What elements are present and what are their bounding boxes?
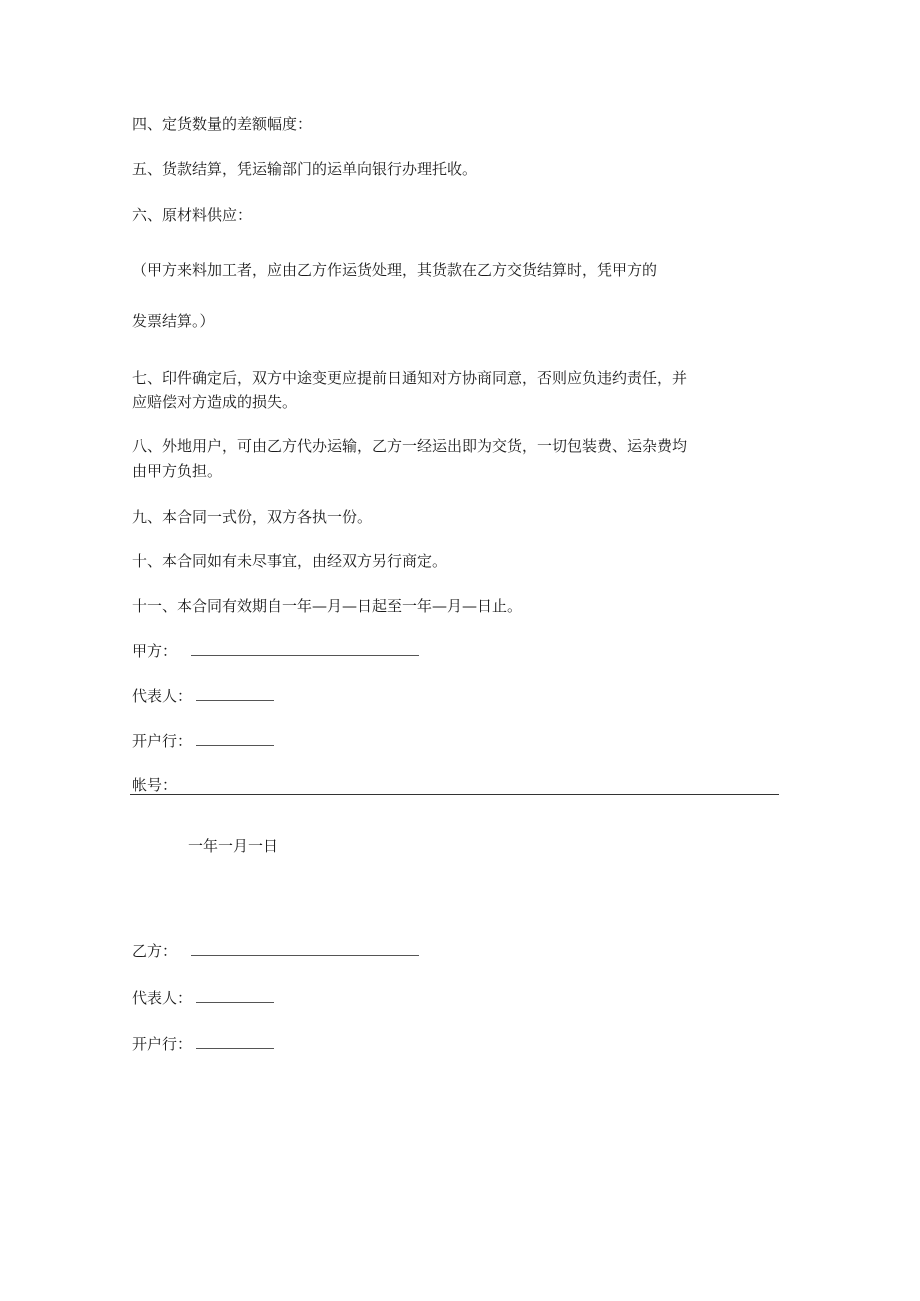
clause-9: 九、本合同一式份，双方各执一份。 (132, 508, 373, 526)
clause-6: 六、原材料供应： (132, 206, 253, 224)
party-a-bank-field (132, 731, 274, 751)
party-b-field (132, 941, 419, 961)
clause-7-line-1: 七、印件确定后，双方中途变更应提前日通知对方协商同意，否则应负违约责任，并 (132, 369, 688, 387)
clause-10: 十、本合同如有未尽事宜，由经双方另行商定。 (132, 552, 448, 570)
clause-11: 十一、本合同有效期自一年—月—日起至一年—月—日止。 (132, 597, 523, 615)
clause-8-line-1: 八、外地用户，可由乙方代办运输，乙方一经运出即为交货，一切包装费、运杂费均 (132, 437, 688, 455)
party-b-label: 乙方： (132, 942, 178, 960)
party-a-blank (191, 654, 419, 656)
party-b-bank-field (132, 1034, 274, 1054)
party-a-representative-blank (196, 699, 274, 701)
party-a-label: 甲方： (132, 642, 178, 660)
party-a-account-label: 帐号： (132, 776, 178, 794)
clause-7-line-2: 应赔偿对方造成的损失。 (132, 393, 298, 411)
party-a-bank-blank (196, 744, 274, 746)
clause-6-note-line-2: 发票结算。） (132, 312, 215, 330)
party-b-bank-label: 开户行： (132, 1035, 193, 1053)
party-b-representative-label: 代表人： (132, 989, 193, 1007)
party-b-representative-blank (196, 1001, 274, 1003)
party-b-bank-blank (196, 1047, 274, 1049)
clause-5: 五、货款结算，凭运输部门的运单向银行办理托收。 (132, 160, 478, 178)
party-b-blank (191, 954, 419, 956)
party-a-account-field (132, 775, 177, 795)
clause-8-line-2: 由甲方负担。 (132, 462, 223, 480)
party-a-field (132, 641, 419, 661)
clause-6-note-line-1: （甲方来料加工者，应由乙方作运货处理，其货款在乙方交货结算时，凭甲方的 (132, 261, 658, 279)
party-a-representative-label: 代表人： (132, 687, 193, 705)
party-a-date: 一年一月一日 (188, 837, 279, 855)
account-underline (130, 794, 779, 795)
party-a-bank-label: 开户行： (132, 732, 193, 750)
clause-4: 四、定货数量的差额幅度： (132, 115, 313, 133)
party-a-representative-field (132, 686, 274, 706)
party-b-representative-field (132, 988, 274, 1008)
